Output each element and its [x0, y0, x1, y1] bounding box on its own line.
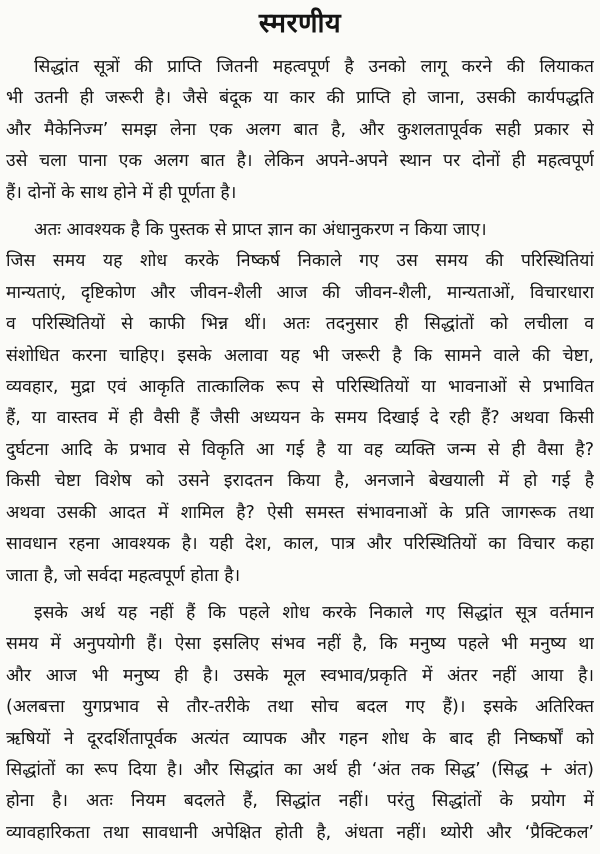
text-line: समय में अनुपयोगी हैं। ऐसा इसलिए संभव नहीं है, कि मनुष्य पहले भी मनुष्य था: [6, 634, 594, 655]
text-line: होना है। अतः नियम बदलते हैं, सिद्धांत नहीं। परंतु सिद्धांतों के प्रयोग में: [6, 791, 594, 812]
text-line: संशोधित करना चाहिए। इसके अलावा यह भी जरूरी है कि सामने वाले की चेष्टा,: [6, 345, 594, 366]
text-line: उसे चला पाना एक अलग बात है। लेकिन अपने-अपने स्थान पर दोनों ही महत्वपूर्ण: [6, 151, 594, 172]
text-line: अथवा उसकी आदत में शामिल है? ऐसी समस्त संभावनाओं के प्रति जागरूक तथा: [6, 502, 594, 523]
paragraph-3: [6, 598, 594, 849]
text-line: दुर्घटना आदि के प्रभाव से विकृति आ गई है या वह व्यक्ति जन्म से ही वैसा है?: [6, 439, 594, 460]
text-line: व परिस्थितियों से काफी भिन्न थीं। अतः तदनुसार ही सिद्धांतों को लचीला व: [6, 314, 594, 335]
text-line: और मैकेनिज्म’ समझ लेना एक अलग बात है, और कुशलतापूर्वक सही प्रकार से: [6, 119, 594, 140]
text-line: जिस समय यह शोध करके निष्कर्ष निकाले गए उस समय की परिस्थितियां: [6, 251, 594, 272]
text-line: व्यावहारिकता तथा सावधानी अपेक्षित होती है, अंधता नहीं। थ्योरी और ‘प्रैक्टिकल’: [6, 822, 594, 843]
text-line: इसके अर्थ यह नहीं हैं कि पहले शोध करके निकाले गए सिद्धांत सूत्र वर्तमान: [34, 602, 594, 623]
text-line: (अलबत्ता युगप्रभाव से तौर-तरीके तथा सोच बदल गए हैं)। इसके अतिरिक्त: [6, 697, 594, 718]
text-line: ऋषियों ने दूरदर्शितापूर्वक अत्यंत व्यापक और गहन शोध के बाद ही निष्कर्षों को: [6, 728, 594, 749]
text-line: हैं, या वास्तव में ही वैसी हैं जैसी अध्ययन के समय दिखाई दे रही हैं? अथवा किसी: [6, 408, 594, 429]
text-line: भी उतनी ही जरूरी है। जैसे बंदूक या कार की प्राप्ति हो जाना, उसकी कार्यपद्धति: [6, 88, 594, 109]
text-line: सिद्धांतों का रूप दिया है। और सिद्धांत का अर्थ ही ‘अंत तक सिद्ध’ (सिद्ध + अंत): [6, 759, 594, 780]
text-line: जाता है, जो सर्वदा महत्वपूर्ण होता है।: [6, 565, 241, 586]
text-line: और आज भी मनुष्य ही है। उसके मूल स्वभाव/प्रकृति में अंतर नहीं आया है।: [6, 665, 594, 686]
text-line: अतः आवश्यक है कि पुस्तक से प्राप्त ज्ञान का अंधानुकरण न किया जाए।: [34, 220, 487, 241]
text-line: व्यवहार, मुद्रा एवं आकृति तात्कालिक रूप से परिस्थितियों या भावनाओं से प्रभावित: [6, 377, 594, 398]
text-line: किसी चेष्टा विशेष को उसने इरादतन किया है, अनजाने बेखयाली में हो गई है: [6, 471, 594, 492]
text-line: सिद्धांत सूत्रों की प्राप्ति जितनी महत्वपूर्ण है उनको लागू करने की लियाकत: [34, 57, 594, 77]
paragraph-1: [6, 52, 594, 209]
page-title: स्मरणीय: [258, 8, 342, 39]
paragraph-2: [6, 215, 594, 592]
text-line: सावधान रहना आवश्यक है। यही देश, काल, पात्र और परिस्थितियों का विचार कहा: [6, 534, 594, 555]
text-line: हैं। दोनों के साथ होने में ही पूर्णता है।: [6, 182, 237, 203]
text-line: मान्यताएं, दृष्टिकोण और जीवन-शैली आज की जीवन-शैली, मान्यताओं, विचारधारा: [6, 282, 594, 303]
